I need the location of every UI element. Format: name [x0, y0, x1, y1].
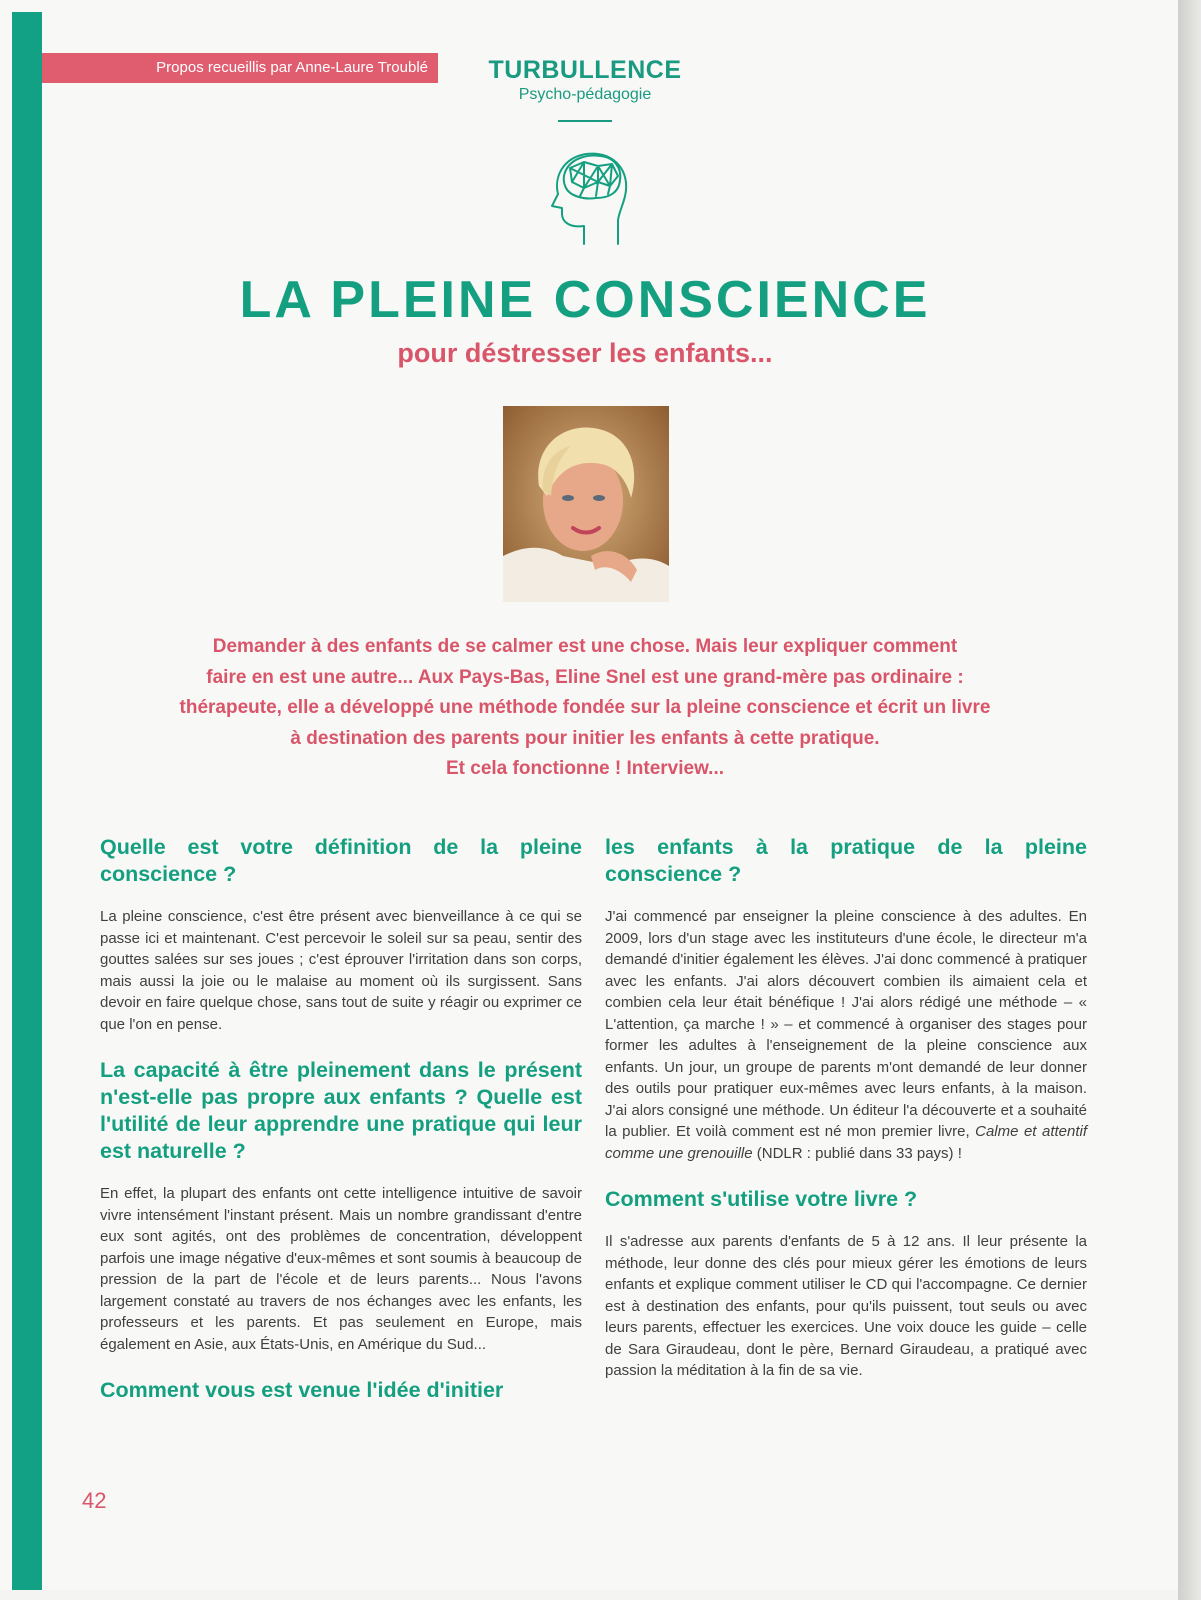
question-utility: La capacité à être pleinement dans le présent n'est-elle pas propre aux enfants ? Quelle est l'utilité de leur apprendre une pratique qui leur est naturelle ? — [100, 1058, 582, 1163]
question-definition: Quelle est votre définition de la pleine conscience ? — [100, 835, 582, 886]
intro-line: thérapeute, elle a développé une méthode fondée sur la pleine conscience et écrit un livre — [179, 697, 991, 718]
rubric-subtitle: Psycho-pédagogie — [518, 86, 652, 103]
answer-origin — [605, 906, 1087, 1164]
portrait-photo — [503, 406, 669, 602]
rubric-title: TURBULLENCE — [488, 56, 682, 84]
book-title: Calme et attentif comme une grenouille — [605, 1123, 1088, 1162]
byline: Propos recueillis par Anne-Laure Troublé — [42, 53, 438, 83]
page-edge — [1178, 0, 1201, 1600]
answer-definition: La pleine conscience, c'est être présent avec bienveillance à ce qui se passe ici et maintenant. C'est percevoir le soleil sur sa peau, sentir des gouttes salées sur ses joues ; c'est éprouver l'irritation dans son corps, mais aussi la joie ou le malaise au moment où ils surgissent. Sans devoir en faire quelque chose, sans tout de suite y réagir ou exprimer ce que l'on en pense. — [100, 908, 582, 1033]
question-book-usage: Comment s'utilise votre livre ? — [605, 1187, 918, 1211]
answer-book-usage: Il s'adresse aux parents d'enfants de 5 à 12 ans. Il leur présente la méthode, leur donne des clés pour mieux gérer les émotions de leurs enfants et explique comment utiliser le CD qui l'accompagne. Ce dernier est à destination des enfants, pour qu'ils puissent, tout seuls ou avec leurs parents, effectuer les exercices. Une voix douce les guide – celle de Sara Giraudeau, dont le père, Bernard Giraudeau, a pratiqué avec passion la méditation à la fin de sa vie. — [605, 1233, 1087, 1379]
question-origin-end: les enfants à la pratique de la pleine conscience ? — [605, 835, 1087, 886]
intro-line: Et cela fonctionne ! Interview... — [445, 758, 724, 779]
answer-utility: En effet, la plupart des enfants ont cette intelligence intuitive de savoir vivre intensément l'instant présent. Mais un nombre grandissant d'entre eux sont agités, ont des problèmes de concentration, développent parfois une image négative d'eux-mêmes et sont soumis à beaucoup de pression de la part de l'école et de leurs parents... Nous l'avons largement constaté au travers de nos échanges avec les enfants, les professeurs et les parents. Et pas seulement en Europe, mais également en Asie, aux États-Unis, en Amérique du Sud... — [100, 1185, 582, 1353]
right-column — [605, 834, 1087, 1474]
page-number: 42 — [82, 1488, 107, 1513]
left-column — [100, 834, 582, 1474]
rubric — [470, 55, 700, 105]
intro-line: à destination des parents pour initier les enfants à cette pratique. — [290, 727, 880, 749]
question-origin-start: Comment vous est venue l'idée d'initier — [100, 1378, 504, 1402]
answer-origin-text: J'ai commencé par enseigner la pleine conscience à des adultes. En 2009, lors d'un stage avec les instituteurs d'une école, le directeur m'a demandé d'initier également les élèves. J'ai donc commencé à pratiquer avec les enfants. J'ai alors découvert combien ils aimaient cela et combien cela leur était bénéfique ! J'ai alors rédigé une méthode – « L'attention, ça marche ! » – et commencé à organiser des stages pour former les adultes à l'enseignement de la pleine conscience aux enfants. Un jour, un groupe de parents m'ont demandé de leur donner des outils pour pratiquer eux-mêmes avec leurs enfants, à la maison. J'ai alors consigné une méthode. Un éditeur l'a découverte et a souhaité la publier. Et voilà comment est né mon premier livre, — [605, 908, 1087, 1140]
article-title: LA PLEINE CONSCIENCE — [239, 271, 931, 329]
intro-line: faire en est une autre... Aux Pays-Bas, Eline Snel est une grand-mère pas ordinaire : — [206, 666, 964, 688]
article-subtitle: pour déstresser les enfants... — [397, 338, 773, 368]
rubric-divider — [558, 120, 612, 122]
intro-paragraph — [120, 632, 1050, 785]
teal-side-bar — [12, 12, 42, 1590]
intro-line: Demander à des enfants de se calmer est une chose. Mais leur expliquer comment — [212, 636, 958, 657]
brain-head-icon — [540, 148, 632, 248]
answer-origin-note: (NDLR : publié dans 33 pays) ! — [756, 1144, 962, 1162]
